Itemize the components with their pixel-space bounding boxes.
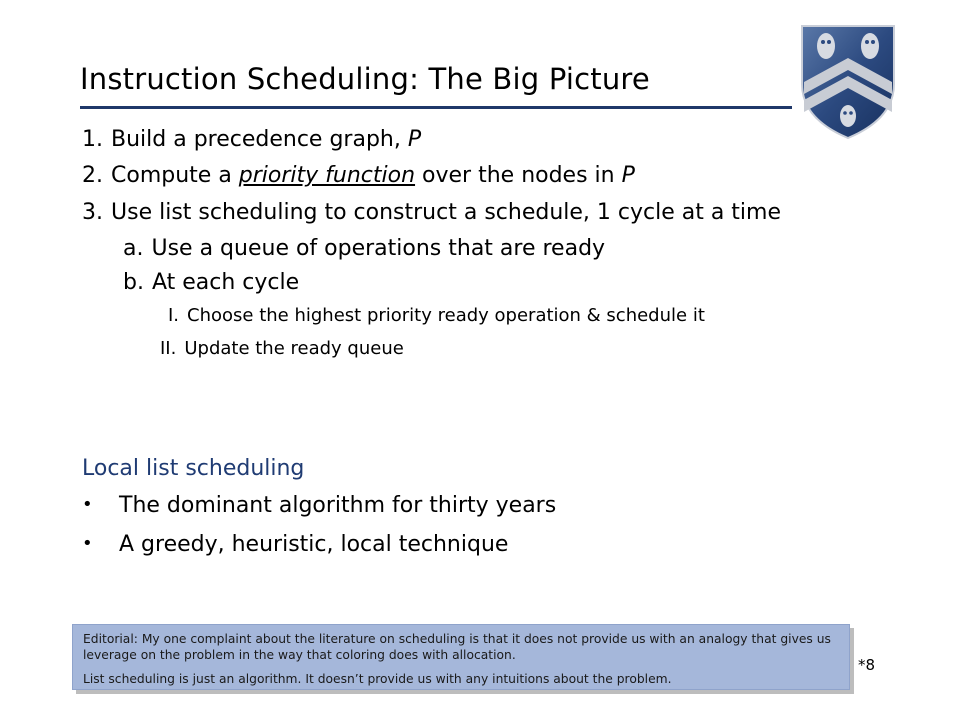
editorial-paragraph-1: Editorial: My one complaint about the literature on scheduling is that it does not provide us with an analogy that gives us leverage on the problem in the way that coloring does with allocation. (83, 632, 831, 662)
bullet-item (82, 532, 508, 557)
step-2-post: over the nodes in (415, 163, 622, 188)
step-3-number: 3. (82, 200, 103, 225)
bullet-text: The dominant algorithm for thirty years (119, 493, 557, 518)
substep-i-number: I. (168, 305, 180, 326)
substep-i (168, 305, 705, 326)
step-2-number: 2. (82, 163, 103, 188)
university-shield-logo (798, 22, 898, 140)
substep-ii-number: II. (160, 338, 177, 359)
substep-b-text: At each cycle (151, 270, 300, 295)
step-2-pre: Compute a (111, 163, 239, 188)
bullet-text: A greedy, heuristic, local technique (119, 532, 509, 557)
substep-a (123, 236, 605, 261)
step-3-text: Use list scheduling to construct a schedule, 1 cycle at a time (111, 200, 782, 225)
section-heading: Local list scheduling (82, 456, 305, 481)
editorial-note-box (72, 624, 850, 690)
bullet-dot-icon: • (82, 494, 93, 515)
page-number: *8 (858, 656, 876, 674)
bullet-item (82, 493, 556, 518)
substep-a-number: a. (123, 236, 144, 261)
step-1-number: 1. (82, 127, 103, 152)
title-underline-rule (80, 106, 792, 109)
substep-b (123, 270, 299, 295)
editorial-paragraph-2: List scheduling is just an algorithm. It doesn’t provide us with any intuitions about the problem. (83, 672, 672, 686)
bullet-dot-icon: • (82, 533, 93, 554)
step-2 (82, 163, 635, 188)
substep-a-text: Use a queue of operations that are ready (151, 236, 606, 261)
step-2-emphasis: priority function (238, 163, 416, 188)
step-1-text: Build a precedence graph, (111, 127, 408, 152)
step-1-var: P (407, 127, 422, 152)
step-3 (82, 200, 781, 225)
substep-b-number: b. (123, 270, 144, 295)
substep-ii-text: Update the ready queue (184, 338, 404, 359)
substep-ii (160, 338, 404, 359)
step-1 (82, 127, 421, 152)
step-2-var: P (621, 163, 635, 188)
substep-i-text: Choose the highest priority ready operation & schedule it (187, 305, 705, 326)
slide-title: Instruction Scheduling: The Big Picture (80, 62, 650, 96)
